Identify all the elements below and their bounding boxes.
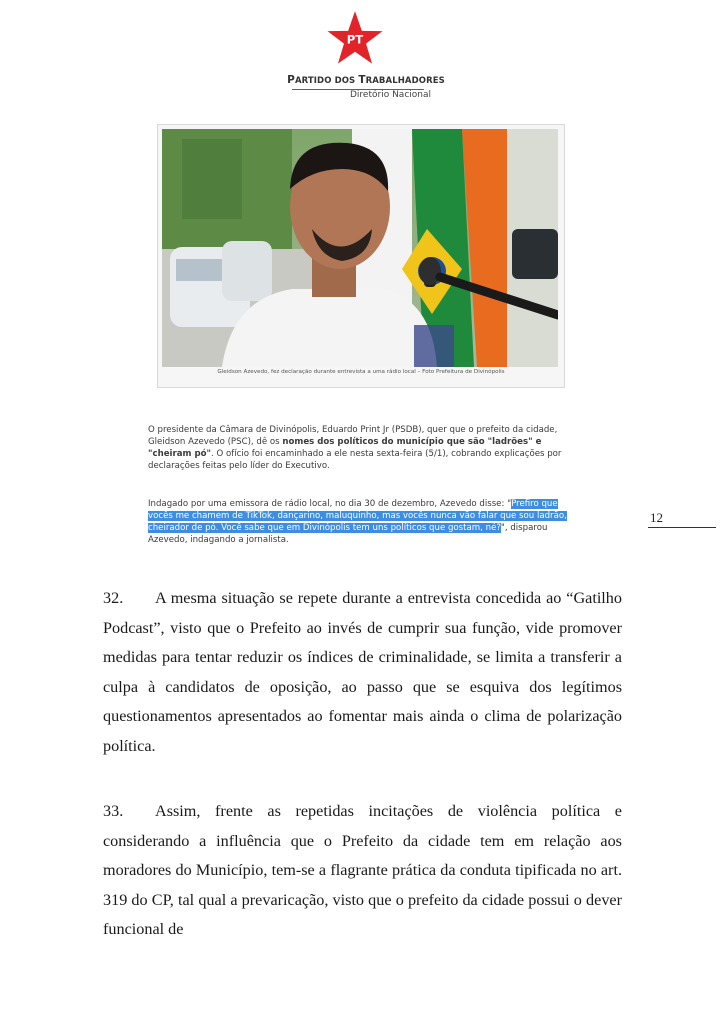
article-paragraph-2: Indagado por uma emissora de rádio local, no dia 30 de dezembro, Azevedo disse: "Prefiro que vocês me chamem de TikTok, dançarino, maluquinho, mas vocês nunca vão falar que sou ladrão, cheirador de pó. Você sabe que em Divinópolis tem uns políticos que gostam, né?", disparou Azevedo, indagando a jornalista. <box>148 499 567 545</box>
paragraph-33 <box>103 797 622 945</box>
photo-illustration <box>162 129 558 367</box>
paragraph-33-text: Assim, frente as repetidas incitações de violência política e considerando a influência que o Prefeito da cidade tem em relação aos moradores do Município, tem-se a flagrante prática da conduta tipificada no art. 319 do CP, tal qual a prevaricação, visto que o prefeito da cidade possui o dever funcional de <box>103 802 622 938</box>
bold-quote: nomes dos políticos do município que são "ladrões" e "cheiram pó" <box>148 437 542 459</box>
page-number: 12 <box>650 510 663 525</box>
party-name: PARTIDO DOS TRABALHADORES <box>287 74 445 86</box>
party-subtitle: Diretório Nacional <box>350 90 431 100</box>
pt-star-logo-icon <box>326 10 384 68</box>
paragraph-32-number: 32. <box>103 589 124 607</box>
highlighted-quote: Prefiro que vocês me chamem de TikTok, dançarino, maluquinho, mas vocês nunca vão falar que sou ladrão, cheirador de pó. Você sabe que em Divinópolis tem uns políticos que gostam, né? <box>148 499 567 533</box>
paragraph-32 <box>103 584 622 761</box>
photo-caption: Gleidson Azevedo, fez declaração durante entrevista a uma rádio local – Foto Prefeitura de Divinópolis <box>217 369 505 375</box>
paragraph-33-number: 33. <box>103 802 124 820</box>
page-number-rule <box>648 527 716 528</box>
embedded-article-image <box>157 124 565 388</box>
document-header <box>0 0 724 110</box>
photo-speaker-at-microphone <box>162 129 558 367</box>
logo-text: PT <box>346 32 364 47</box>
paragraph-32-text: A mesma situação se repete durante a entrevista concedida ao “Gatilho Podcast”, visto que o Prefeito ao invés de cumprir sua função, vide promover medidas para tentar reduzir os índices de criminalidade, se limita a transferir a culpa à candidatos de oposição, ao passo que se esquiva dos legítimos questionamentos apresentados ao fomentar mais ainda o clima de polarização política. <box>103 589 622 755</box>
article-paragraph-1: O presidente da Câmara de Divinópolis, Eduardo Print Jr (PSDB), quer que o prefeito da cidade, Gleidson Azevedo (PSC), dê os nomes dos políticos do município que são "ladrões" e "cheiram pó". O ofício foi encaminhado a ele nesta sexta-feira (5/1), cobrando explicações por declarações feitas pelo líder do Executivo. <box>148 425 562 471</box>
